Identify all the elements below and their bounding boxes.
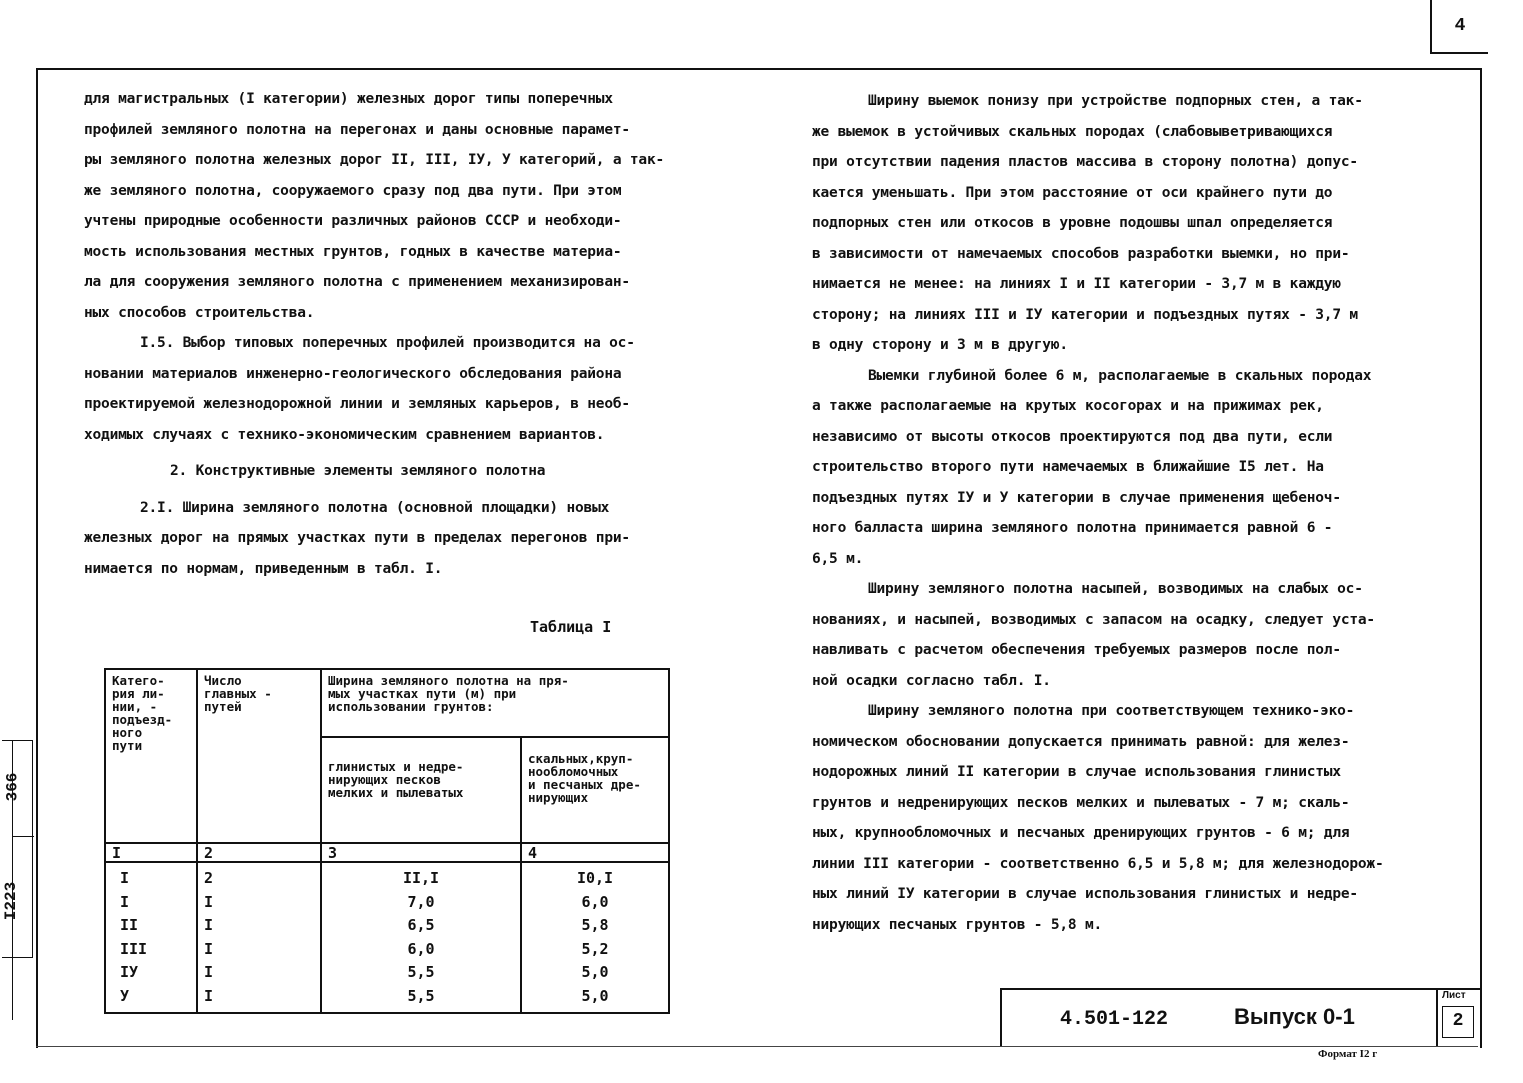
text-line: железных дорог на прямых участках пути в пределах перегонов при- — [84, 530, 630, 546]
text-line: для магистральных (I категории) железных дорог типы поперечных — [84, 91, 613, 107]
text-line: I.5. Выбор типовых поперечных профилей производится на ос- — [140, 335, 635, 351]
text-line: ла для сооружения земляного полотна с применением механизирован- — [84, 274, 630, 290]
text-line: кается уменьшать. При этом расстояние от оси крайнего пути до — [812, 184, 1333, 201]
width-table — [104, 668, 670, 1014]
side-stamp-separator — [12, 836, 34, 837]
text-line: ных способов строительства. — [84, 304, 315, 321]
text-line: Ширину земляного полотна насыпей, возводимых на слабых ос- — [868, 581, 1363, 597]
text-line: ры земляного полотна железных дорог II, III, IУ, У категорий, а так- — [84, 152, 665, 168]
column-number: 3 — [321, 843, 521, 862]
text-line: учтены природные особенности различных районов СССР и необходи- — [84, 213, 622, 229]
page-number: 4 — [1430, 0, 1488, 54]
text-line: проектируемой железнодорожной линии и земляных карьеров, в необ- — [84, 396, 630, 412]
text-line: в зависимости от намечаемых способов разработки выемки, но при- — [812, 245, 1350, 262]
sheet-number: 2 — [1452, 1011, 1464, 1031]
text-line: Ширину земляного полотна при соответствующем технико-эко- — [868, 703, 1355, 719]
format-note: Формат I2 г — [1318, 1048, 1378, 1060]
text-line: нованиях, и насыпей, возводимых с запасом на осадку, следует уста- — [812, 611, 1375, 628]
header-clay-soils: глинистых и недре- нирующих песков мелких и пылеватых — [321, 737, 521, 843]
text-line: 6,5 м. — [812, 550, 864, 567]
header-rock-soils: скальных,круп- нообломочных и песчаных дре- нирующих — [521, 737, 669, 843]
frame-bottom-line — [36, 1046, 1478, 1047]
text-line: подпорных стен или откосов в уровне подошвы шпал определяется — [812, 215, 1333, 231]
sheet-label: Лист — [1442, 990, 1466, 1001]
header-tracks: Число главных - путей — [197, 669, 321, 843]
text-line: линии III категории - соответственно 6,5 и 5,8 м; для железнодорож- — [812, 855, 1384, 872]
track-values: 2 I I I I I — [197, 862, 321, 1013]
text-line: независимо от высоты откосов проектируются под два пути, если — [812, 428, 1333, 445]
side-stamp-bottom: I223 — [2, 881, 21, 921]
text-line: нимается не менее: на линиях I и II категории - 3,7 м в каждую — [812, 276, 1341, 292]
category-values: I I II III IУ У — [105, 862, 197, 1013]
text-line: при отсутствии падения пластов массива в сторону полотна) допус- — [812, 154, 1358, 170]
issue-label: Выпуск 0-1 — [1234, 1004, 1355, 1029]
text-line: Выемки глубиной более 6 м, располагаемые в скальных породах — [868, 367, 1372, 384]
text-line: ходимых случаях с технико-экономическим сравнением вариантов. — [84, 426, 605, 443]
header-width-group: Ширина земляного полотна на пря- мых участках пути (м) при использовании грунтов: — [321, 669, 669, 737]
column-number: 2 — [197, 843, 321, 862]
text-line: ной осадки согласно табл. I. — [812, 672, 1051, 689]
header-category: Катего- рия ли- нии, - подъезд- ного пути — [105, 669, 197, 843]
text-line: сторону; на линиях III и IУ категории и подъездных путях - 3,7 м — [812, 306, 1358, 323]
text-line: же выемок в устойчивых скальных породах (слабовыветривающихся — [812, 123, 1333, 140]
document-code: 4.501-122 — [1060, 1008, 1169, 1031]
text-line: же земляного полотна, сооружаемого сразу под два пути. При этом — [84, 182, 622, 199]
title-block — [1000, 988, 1438, 1046]
sheet-number-box — [1442, 1006, 1474, 1038]
text-line: Ширину выемок понизу при устройстве подпорных стен, а так- — [868, 93, 1363, 109]
column-number: I — [105, 843, 197, 862]
column-number: 4 — [521, 843, 669, 862]
table-caption: Таблица I — [530, 618, 612, 636]
text-line: навливать с расчетом обеспечения требуемых размеров после пол- — [812, 642, 1341, 658]
text-line: ных линий IУ категории в случае использования глинистых и недре- — [812, 886, 1358, 902]
text-line: ного балласта ширина земляного полотна принимается равной 6 - — [812, 520, 1333, 536]
left-column — [84, 84, 724, 584]
right-column — [812, 86, 1442, 940]
text-line: мость использования местных грунтов, годных в качестве материа- — [84, 243, 622, 260]
section-heading: 2. Конструктивные элементы земляного полотна — [170, 463, 546, 479]
text-line: новании материалов инженерно-геологического обследования района — [84, 365, 622, 382]
rock-width-values: I0,I 6,0 5,8 5,2 5,0 5,0 — [521, 862, 669, 1013]
text-line: грунтов и недренирующих песков мелких и пылеватых - 7 м; скаль- — [812, 794, 1350, 811]
text-line: нодорожных линий II категории в случае использования глинистых — [812, 764, 1341, 780]
text-line: номическом обосновании допускается принимать равной: для желез- — [812, 733, 1350, 750]
sheet-box — [1436, 988, 1480, 1046]
text-line: нирующих песчаных грунтов - 5,8 м. — [812, 916, 1103, 933]
text-line: подъездных путях IУ и У категории в случае применения щебеноч- — [812, 489, 1341, 506]
text-line: ных, крупнообломочных и песчаных дренирующих грунтов - 6 м; для — [812, 825, 1350, 841]
text-line: в одну сторону и 3 м в другую. — [812, 337, 1068, 353]
text-line: нимается по нормам, приведенным в табл. I. — [84, 560, 443, 577]
text-line: 2.I. Ширина земляного полотна (основной площадки) новых — [140, 499, 610, 516]
clay-width-values: II,I 7,0 6,5 6,0 5,5 5,5 — [321, 862, 521, 1013]
text-line: а также располагаемые на крутых косогорах и на прижимах рек, — [812, 398, 1324, 414]
text-line: строительство второго пути намечаемых в ближайшие I5 лет. На — [812, 459, 1324, 475]
side-stamp-top: 366 — [3, 772, 22, 802]
text-line: профилей земляного полотна на перегонах и даны основные парамет- — [84, 121, 630, 138]
